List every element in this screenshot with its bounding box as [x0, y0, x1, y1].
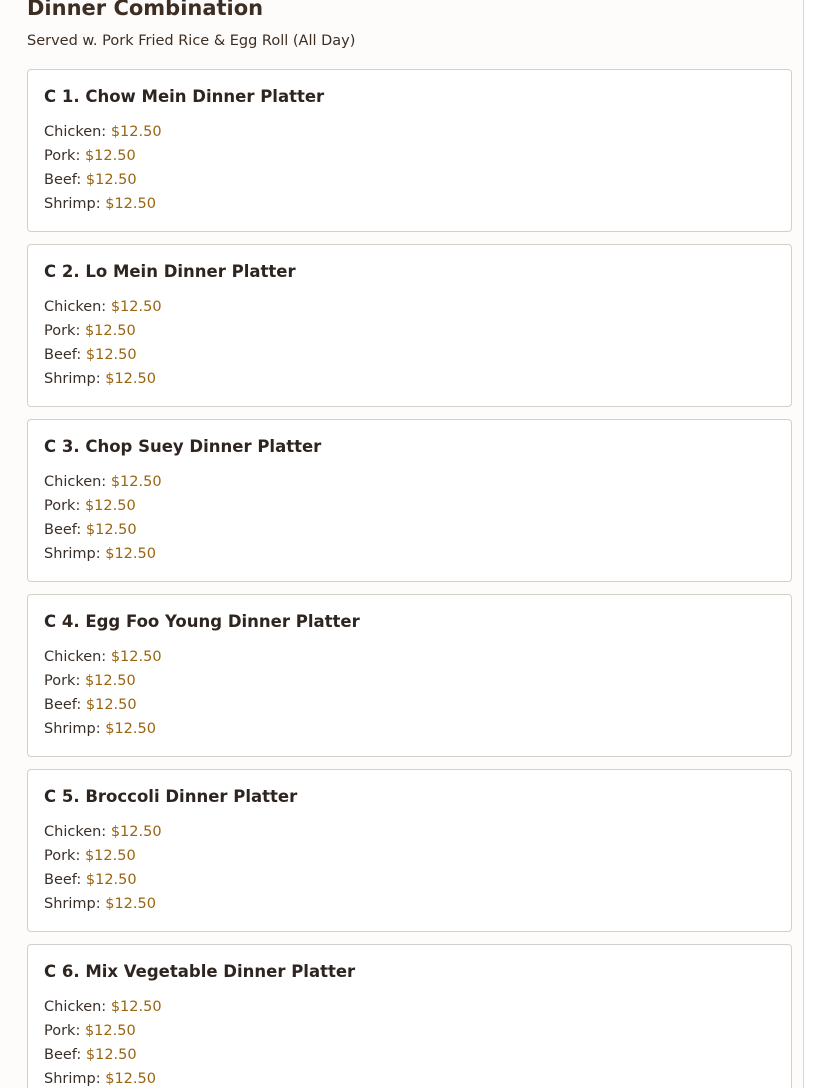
- price-list: [44, 820, 775, 916]
- price-value: $12.50: [85, 522, 137, 538]
- price-row-beef: [44, 1043, 775, 1067]
- protein-label: Pork:: [44, 848, 81, 864]
- price-value: $12.50: [85, 347, 137, 363]
- protein-label: Beef:: [44, 1047, 82, 1063]
- price-row-chicken: [44, 120, 775, 144]
- protein-label: Chicken:: [44, 824, 107, 840]
- price-row-beef: [44, 518, 775, 542]
- protein-label: Shrimp:: [44, 196, 101, 212]
- protein-label: Shrimp:: [44, 721, 101, 737]
- price-row-chicken: [44, 470, 775, 494]
- menu-item-card: [27, 419, 792, 582]
- section-subtitle: Served w. Pork Fried Rice & Egg Roll (All Day): [27, 33, 356, 49]
- price-row-beef: [44, 343, 775, 367]
- price-value: $12.50: [110, 124, 162, 140]
- price-value: $12.50: [85, 1047, 137, 1063]
- section-title: Dinner Combination: [27, 0, 264, 20]
- protein-label: Beef:: [44, 872, 82, 888]
- menu-item-card: [27, 769, 792, 932]
- menu-item-card: [27, 594, 792, 757]
- price-value: $12.50: [105, 721, 156, 737]
- price-value: $12.50: [110, 824, 162, 840]
- menu-item-card: [27, 244, 792, 407]
- protein-label: Shrimp:: [44, 371, 101, 387]
- protein-label: Chicken:: [44, 999, 107, 1015]
- price-list: [44, 995, 775, 1088]
- protein-label: Beef:: [44, 697, 82, 713]
- price-row-chicken: [44, 295, 775, 319]
- protein-label: Shrimp:: [44, 546, 101, 562]
- price-value: $12.50: [110, 299, 162, 315]
- protein-label: Pork:: [44, 323, 81, 339]
- price-row-chicken: [44, 995, 775, 1019]
- protein-label: Chicken:: [44, 124, 107, 140]
- protein-label: Shrimp:: [44, 1071, 101, 1087]
- price-value: $12.50: [84, 673, 136, 689]
- protein-label: Shrimp:: [44, 896, 101, 912]
- price-value: $12.50: [110, 649, 162, 665]
- menu-item-card: [27, 944, 792, 1088]
- protein-label: Beef:: [44, 172, 82, 188]
- price-value: $12.50: [84, 848, 136, 864]
- protein-label: Pork:: [44, 1023, 81, 1039]
- price-value: $12.50: [105, 196, 156, 212]
- price-value: $12.50: [105, 546, 156, 562]
- price-value: $12.50: [85, 697, 137, 713]
- price-row-pork: [44, 494, 775, 518]
- menu-item-title: C 2. Lo Mein Dinner Platter: [44, 262, 296, 281]
- price-row-chicken: [44, 645, 775, 669]
- protein-label: Chicken:: [44, 649, 107, 665]
- price-row-shrimp: [44, 542, 775, 566]
- price-row-shrimp: [44, 1067, 775, 1088]
- price-row-shrimp: [44, 892, 775, 916]
- price-value: $12.50: [105, 371, 156, 387]
- menu-item-card: [27, 69, 792, 232]
- price-value: $12.50: [105, 1071, 156, 1087]
- price-list: [44, 645, 775, 741]
- price-row-beef: [44, 693, 775, 717]
- price-row-pork: [44, 844, 775, 868]
- price-row-pork: [44, 669, 775, 693]
- menu-item-title: C 1. Chow Mein Dinner Platter: [44, 87, 325, 106]
- price-row-shrimp: [44, 192, 775, 216]
- price-value: $12.50: [85, 172, 137, 188]
- protein-label: Chicken:: [44, 474, 107, 490]
- price-row-pork: [44, 319, 775, 343]
- menu-item-list: [27, 69, 792, 1088]
- price-row-chicken: [44, 820, 775, 844]
- price-list: [44, 470, 775, 566]
- price-row-shrimp: [44, 367, 775, 391]
- protein-label: Chicken:: [44, 299, 107, 315]
- protein-label: Pork:: [44, 673, 81, 689]
- menu-item-title: C 4. Egg Foo Young Dinner Platter: [44, 612, 360, 631]
- price-list: [44, 295, 775, 391]
- price-value: $12.50: [84, 498, 136, 514]
- price-value: $12.50: [84, 1023, 136, 1039]
- price-value: $12.50: [110, 474, 162, 490]
- menu-item-title: C 6. Mix Vegetable Dinner Platter: [44, 962, 356, 981]
- price-value: $12.50: [105, 896, 156, 912]
- price-value: $12.50: [110, 999, 162, 1015]
- menu-item-title: C 5. Broccoli Dinner Platter: [44, 787, 298, 806]
- protein-label: Pork:: [44, 498, 81, 514]
- price-value: $12.50: [84, 323, 136, 339]
- price-row-shrimp: [44, 717, 775, 741]
- price-row-pork: [44, 1019, 775, 1043]
- menu-item-title: C 3. Chop Suey Dinner Platter: [44, 437, 322, 456]
- price-row-beef: [44, 168, 775, 192]
- price-row-pork: [44, 144, 775, 168]
- protein-label: Pork:: [44, 148, 81, 164]
- price-row-beef: [44, 868, 775, 892]
- price-value: $12.50: [84, 148, 136, 164]
- protein-label: Beef:: [44, 347, 82, 363]
- price-value: $12.50: [85, 872, 137, 888]
- protein-label: Beef:: [44, 522, 82, 538]
- price-list: [44, 120, 775, 216]
